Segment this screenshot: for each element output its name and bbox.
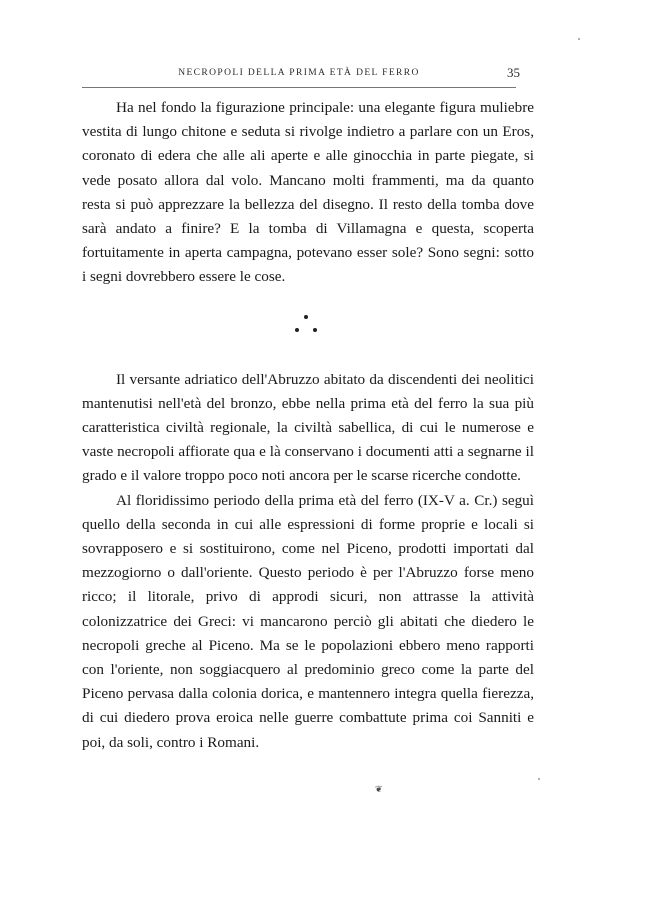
asterism-dot — [313, 328, 317, 332]
asterism-dot — [304, 315, 308, 319]
paragraph-2: Il versante adriatico dell'Abruzzo abitato da discendenti dei neolitici mantenutisi nell'età del bronzo, ebbe nella prima età del ferro la sua più caratteristica civiltà regionale, la civiltà sabellica, di cui le numerose e vaste necropoli affiorate qua e là conservano i documenti atti a segnarne il grado e il valore troppo poco noti ancora per le scarse ricerche condotte. — [82, 370, 534, 485]
page-header — [82, 64, 520, 86]
running-head: NECROPOLI DELLA PRIMA ETÀ DEL FERRO — [178, 68, 420, 78]
scan-speck — [578, 38, 580, 40]
body-text — [82, 96, 534, 755]
paragraph-1: Ha nel fondo la figurazione principale: una elegante figura muliebre vestita di lungo chitone e seduta si rivolge indietro a parlare con un Eros, coronato di edera che alle ali aperte e alle ginocchia in parte piegate, si vede posato allora dal volo. Mancano molti frammenti, ma da quanto resta si può apprezzare la bellezza del disegno. Il resto della tomba dove sarà andato a finire? E la tomba di Villamagna e questa, scoperta fortuitamente in aperta campagna, potevano esser sole? Sono segni: sotto i segni dovrebbero essere le cose. — [82, 99, 534, 286]
page-number: 35 — [507, 65, 520, 80]
asterism-dot — [295, 328, 299, 332]
asterism-separator — [82, 290, 534, 368]
scan-speck — [538, 778, 540, 780]
header-rule — [82, 87, 516, 88]
ornament-icon: ❦ — [375, 784, 383, 794]
paragraph-3: Al floridissimo periodo della prima età del ferro (IX-V a. Cr.) seguì quello della seconda in cui alle espressioni di forme proprie e locali si sovrapposero e si sostituirono, come nel Piceno, prodotti importati dal mezzogiorno o dall'oriente. Questo periodo è per l'Abruzzo forse meno ricco; il litorale, privo di approdi sicuri, non attrasse la attività colonizzatrice dei Greci: vi mancarono perciò gli abitati che diedero le necropoli greche al Piceno. Ma se le popolazioni ebbero meno rapporti con l'oriente, non soggiacquero al predominio greco come la parte del Piceno pervasa dalla colonia dorica, e mantennero integra quella fierezza, di cui diedero prova eroica nelle guerre combattute prima coi Sanniti e poi, da soli, contro i Romani. — [82, 491, 534, 751]
